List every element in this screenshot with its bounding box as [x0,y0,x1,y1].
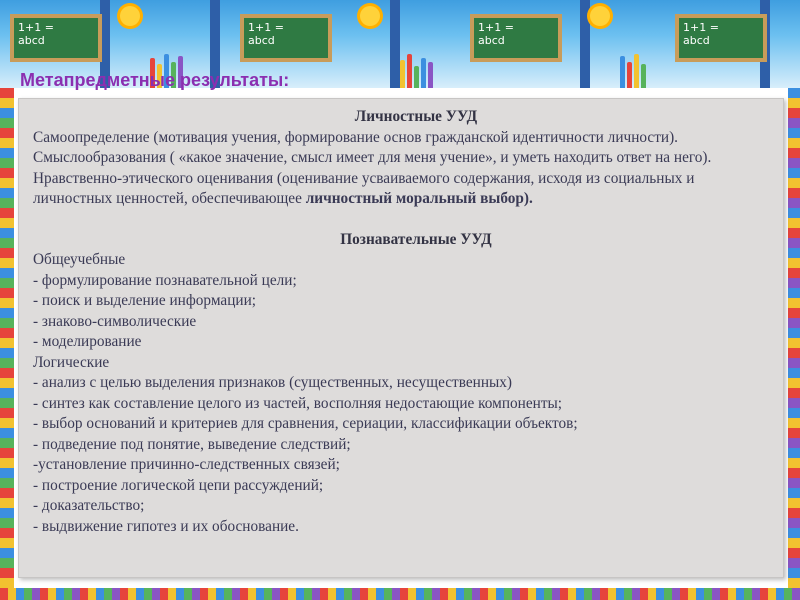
bold-text-span: личностный моральный выбор). [305,190,533,207]
decorative-border-bottom [0,588,800,600]
content-panel [18,98,784,578]
board-text: 1+1 = [18,21,54,34]
board-text: abcd [18,34,45,47]
board-text: 1+1 = [248,21,284,34]
list-item: - моделирование [33,333,142,350]
list-item: - формулирование познавательной цели; [33,271,297,289]
subsection-label: Общеучебные [33,251,126,268]
pencils-icon [620,52,680,88]
board-text: abcd [683,34,710,47]
decorative-border-right [788,88,800,588]
sun-icon [360,6,380,26]
text-span: Нравственно-этического оценивания (оценивание усваиваемого содержания, исходя из социальных и личностных ценностей, обеспечивающее [33,169,695,207]
window-frame [580,0,590,88]
decorative-border-left [0,88,14,588]
list-item: - выдвижение гипотез и их обоснование. [33,517,299,535]
section-heading-cognitive: Познавательные УУД [340,230,492,248]
window-frame [390,0,400,88]
board-text: abcd [478,34,505,47]
list-item: - синтез как составление целого из частей, восполняя недостающие компоненты; [33,394,563,412]
list-item: - построение логической цепи рассуждений; [33,476,324,494]
list-item: - анализ с целью выделения признаков (существенных, несущественных) [33,374,513,391]
chalkboard [470,14,562,62]
chalkboard [675,14,767,62]
chalkboard [240,14,332,62]
board-text: abcd [248,34,275,47]
list-item: - выбор оснований и критериев для сравнения, сериации, классификации объектов; [33,415,578,432]
board-text: 1+1 = [478,21,514,34]
list-item: - подведение под понятие, выведение следствий; [33,435,351,453]
list-item: -установление причинно-следственных связей; [33,456,340,473]
text-line-moral [33,169,769,210]
sun-icon [120,6,140,26]
board-text: 1+1 = [683,21,719,34]
pencils-icon [400,52,460,88]
section-heading-personal: Личностные УУД [354,108,478,125]
sun-icon [590,6,610,26]
list-item: - доказательство; [33,497,145,514]
list-item: - знаково-символические [33,312,197,330]
subsection-label: Логические [33,353,110,371]
slide-title: Метапредметные результаты: [20,70,290,90]
list-item: - поиск и выделение информации; [33,292,256,309]
text-line: Самоопределение (мотивация учения, формирование основ гражданской идентичности личности). [33,128,678,146]
text-line: Смыслообразования ( «какое значение, смысл имеет для меня учение», и уметь находить ответ на него). [33,149,712,166]
chalkboard [10,14,102,62]
content-text [19,99,783,537]
